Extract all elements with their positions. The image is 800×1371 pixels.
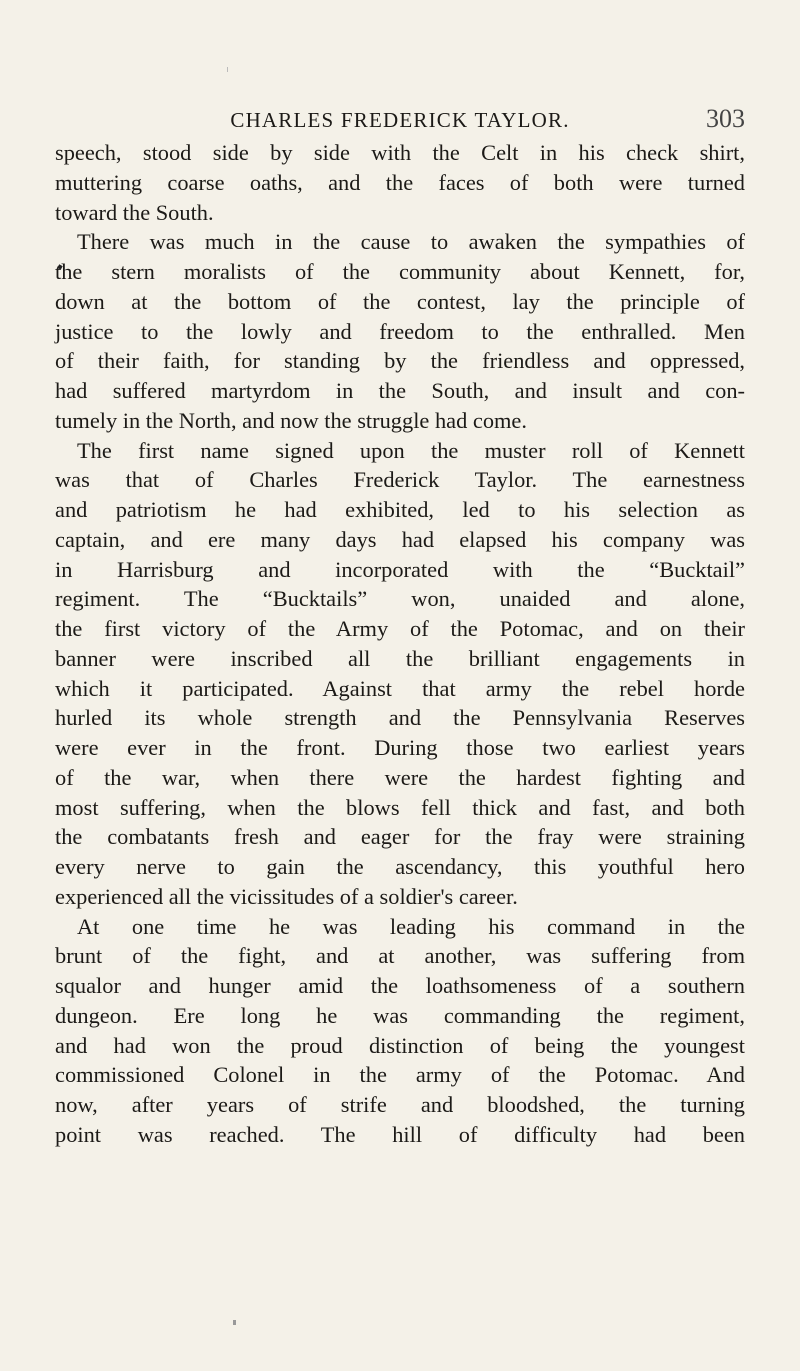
text-line: point was reached. The hill of difficulty had been xyxy=(55,1121,745,1147)
text-line: which it participated. Against that army the rebel horde xyxy=(55,675,745,701)
text-line: captain, and ere many days had elapsed his company was xyxy=(55,526,745,552)
text-line: tumely in the North, and now the struggle had come. xyxy=(55,407,527,433)
text-line: were ever in the front. During those two earliest years xyxy=(55,735,745,760)
scan-speck xyxy=(227,67,228,72)
text-line: every nerve to gain the ascendancy, this youthful hero xyxy=(55,854,745,879)
text-line: regiment. The “Bucktails” won, unaided and alone, xyxy=(55,586,745,612)
text-line: the combatants fresh and eager for the fray were straining xyxy=(55,824,745,850)
text-line: experienced all the vicissitudes of a soldier's career. xyxy=(55,883,518,909)
text-line: of the war, when there were the hardest fighting and xyxy=(55,764,745,790)
page-header xyxy=(55,104,745,138)
text-line: hurled its whole strength and the Pennsylvania Reserves xyxy=(55,705,745,731)
text-line: justice to the lowly and freedom to the enthralled. Men xyxy=(55,318,745,344)
text-line: the first victory of the Army of the Potomac, and on their xyxy=(55,616,745,641)
text-line: and had won the proud distinction of being the youngest xyxy=(55,1032,745,1058)
text-line: most suffering, when the blows fell thick and fast, and both xyxy=(55,794,745,820)
running-head: CHARLES FREDERICK TAYLOR. xyxy=(230,108,570,132)
text-line: muttering coarse oaths, and the faces of both were turned xyxy=(55,169,745,195)
text-line: commissioned Colonel in the army of the Potomac. And xyxy=(55,1062,745,1088)
text-line: banner were inscribed all the brilliant engagements in xyxy=(55,645,745,671)
text-line: the stern moralists of the community about Kennett, for, xyxy=(55,259,745,284)
text-line: dungeon. Ere long he was commanding the regiment, xyxy=(55,1002,745,1028)
body-text xyxy=(55,138,745,1150)
text-line: of their faith, for standing by the friendless and oppressed, xyxy=(55,348,745,374)
text-line: There was much in the cause to awaken the sympathies of xyxy=(77,229,745,255)
text-line: brunt of the fight, and at another, was suffering from xyxy=(55,943,745,969)
text-line: At one time he was leading his command in the xyxy=(77,913,745,939)
text-line: toward the South. xyxy=(55,199,214,225)
page-number: 303 xyxy=(706,104,745,133)
text-line: down at the bottom of the contest, lay the principle of xyxy=(55,288,745,314)
text-line: was that of Charles Frederick Taylor. The earnestness xyxy=(55,467,745,493)
text-line: speech, stood side by side with the Celt in his check shirt, xyxy=(55,140,745,165)
scan-speck xyxy=(233,1320,236,1325)
text-line: in Harrisburg and incorporated with the “Bucktail” xyxy=(55,556,745,582)
text-line: now, after years of strife and bloodshed, the turning xyxy=(55,1092,745,1117)
text-line: and patriotism he had exhibited, led to his selection as xyxy=(55,497,745,522)
text-line: The first name signed upon the muster roll of Kennett xyxy=(77,437,745,463)
text-line: squalor and hunger amid the loathsomeness of a southern xyxy=(55,973,745,998)
text-line: had suffered martyrdom in the South, and insult and con- xyxy=(55,378,745,403)
